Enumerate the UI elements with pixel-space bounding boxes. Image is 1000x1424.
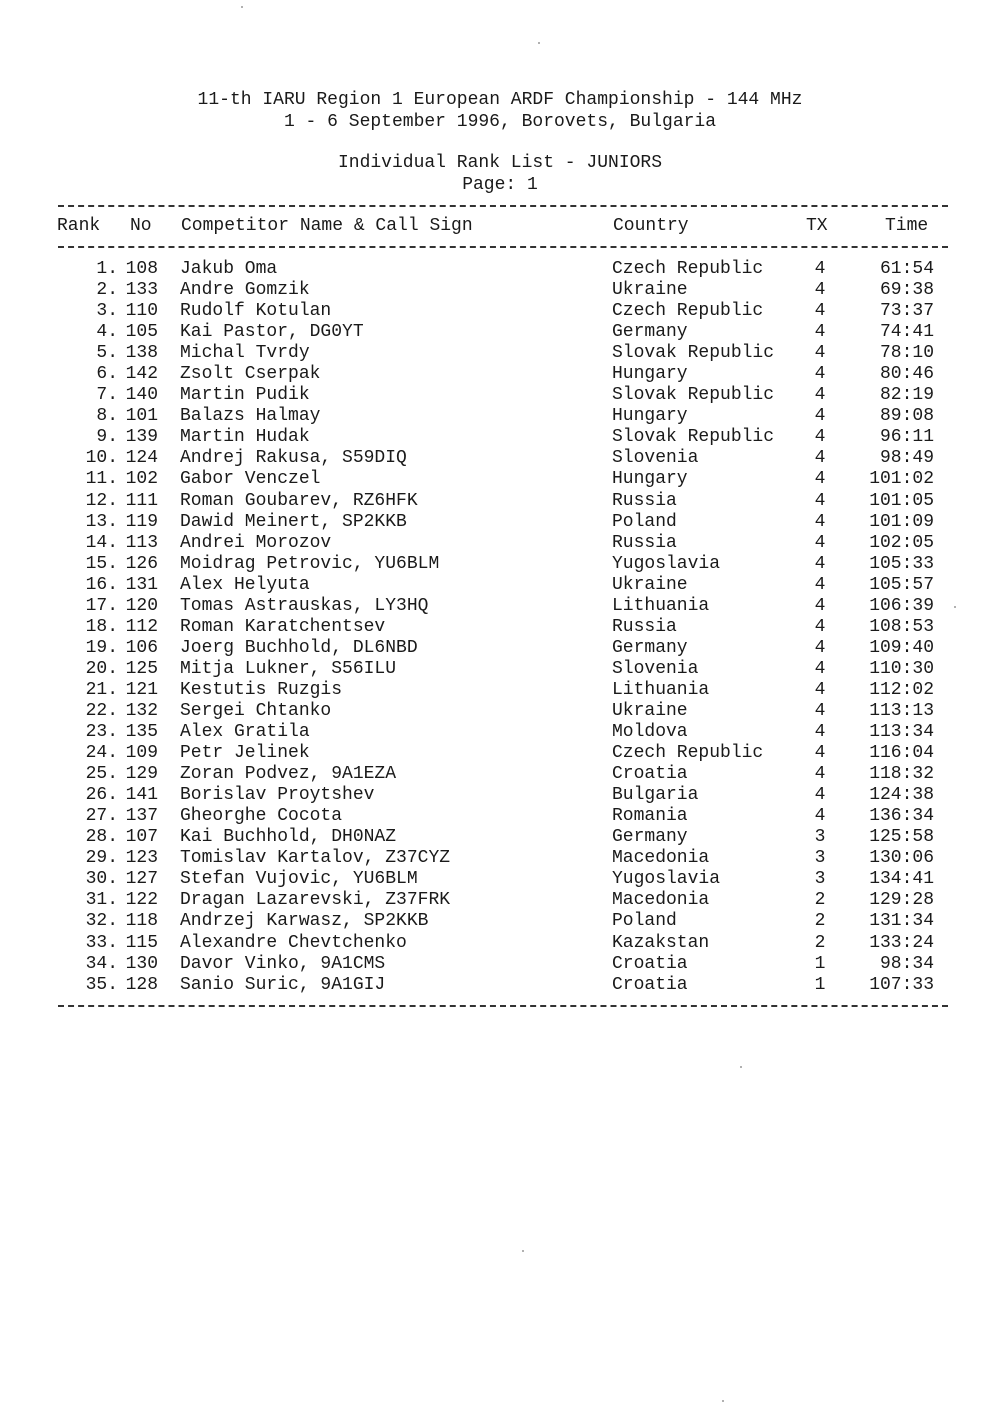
table-row (0, 575, 1000, 596)
cell-tx: 4 (814, 595, 826, 616)
cell-rank: 17. (85, 595, 118, 616)
cell-country: Bulgaria (612, 785, 699, 806)
cell-name: Joerg Buchhold, DL6NBD (180, 637, 418, 658)
document-title: 11-th IARU Region 1 European ARDF Championship - 144 MHz (197, 90, 803, 110)
cell-name: Dawid Meinert, SP2KKB (180, 511, 407, 532)
results-table (0, 259, 1000, 996)
cell-time: 96:11 (879, 427, 934, 448)
cell-no: 123 (125, 848, 158, 869)
cell-time: 112:02 (869, 679, 934, 700)
cell-country: Russia (612, 490, 677, 511)
table-row (0, 322, 1000, 343)
cell-country: Lithuania (612, 595, 710, 616)
cell-time: 101:02 (869, 469, 934, 490)
cell-time: 101:09 (869, 511, 934, 532)
cell-name: Sergei Chtanko (180, 700, 332, 721)
cell-no: 130 (125, 953, 158, 974)
cell-name: Andrei Morozov (180, 532, 332, 553)
cell-no: 121 (125, 679, 158, 700)
cell-time: 78:10 (879, 343, 934, 364)
column-header-rank: Rank (57, 216, 101, 236)
cell-tx: 4 (814, 469, 826, 490)
cell-time: 102:05 (869, 532, 934, 553)
cell-tx: 4 (814, 301, 826, 322)
table-row (0, 343, 1000, 364)
table-row (0, 933, 1000, 954)
cell-tx: 4 (814, 406, 826, 427)
cell-rank: 29. (85, 848, 118, 869)
cell-country: Slovak Republic (612, 385, 775, 406)
cell-name: Roman Goubarev, RZ6HFK (180, 490, 418, 511)
cell-time: 105:57 (869, 574, 934, 595)
cell-time: 124:38 (869, 785, 934, 806)
cell-time: 73:37 (879, 301, 934, 322)
table-row (0, 701, 1000, 722)
cell-no: 112 (125, 616, 158, 637)
cell-no: 109 (125, 743, 158, 764)
cell-time: 113:34 (869, 722, 934, 743)
table-row (0, 554, 1000, 575)
cell-rank: 21. (85, 679, 118, 700)
cell-country: Yugoslavia (612, 553, 721, 574)
cell-rank: 15. (85, 553, 118, 574)
cell-rank: 9. (96, 427, 118, 448)
cell-rank: 30. (85, 869, 118, 890)
cell-tx: 4 (814, 553, 826, 574)
cell-no: 125 (125, 658, 158, 679)
table-row (0, 617, 1000, 638)
cell-country: Macedonia (612, 890, 710, 911)
cell-tx: 4 (814, 532, 826, 553)
cell-time: 98:49 (879, 448, 934, 469)
cell-name: Kestutis Ruzgis (180, 679, 343, 700)
cell-country: Ukraine (612, 574, 688, 595)
cell-tx: 1 (814, 974, 826, 995)
cell-tx: 4 (814, 743, 826, 764)
table-row (0, 259, 1000, 280)
cell-rank: 13. (85, 511, 118, 532)
cell-time: 130:06 (869, 848, 934, 869)
cell-name: Alex Gratila (180, 722, 310, 743)
cell-time: 69:38 (879, 280, 934, 301)
cell-tx: 4 (814, 280, 826, 301)
table-row (0, 954, 1000, 975)
cell-name: Borislav Proytshev (180, 785, 375, 806)
cell-rank: 19. (85, 637, 118, 658)
table-row (0, 869, 1000, 890)
table-row (0, 448, 1000, 469)
page-number: Page: 1 (462, 175, 538, 195)
cell-country: Romania (612, 806, 688, 827)
cell-tx: 4 (814, 785, 826, 806)
scan-speck (538, 42, 540, 44)
cell-rank: 27. (85, 806, 118, 827)
table-row (0, 491, 1000, 512)
cell-name: Sanio Suric, 9A1GIJ (180, 974, 386, 995)
cell-name: Moidrag Petrovic, YU6BLM (180, 553, 440, 574)
cell-name: Kai Pastor, DG0YT (180, 322, 364, 343)
cell-rank: 35. (85, 974, 118, 995)
document-subtitle: 1 - 6 September 1996, Borovets, Bulgaria (283, 112, 717, 132)
cell-tx: 4 (814, 322, 826, 343)
cell-no: 122 (125, 890, 158, 911)
column-header-time: Time (885, 216, 929, 236)
cell-tx: 2 (814, 890, 826, 911)
cell-country: Hungary (612, 364, 688, 385)
header-divider (58, 246, 948, 248)
cell-time: 134:41 (869, 869, 934, 890)
cell-time: 113:13 (869, 700, 934, 721)
cell-tx: 2 (814, 932, 826, 953)
cell-country: Hungary (612, 469, 688, 490)
cell-rank: 18. (85, 616, 118, 637)
cell-country: Kazakstan (612, 932, 710, 953)
cell-tx: 3 (814, 848, 826, 869)
table-row (0, 385, 1000, 406)
cell-time: 89:08 (879, 406, 934, 427)
cell-no: 113 (125, 532, 158, 553)
cell-no: 139 (125, 427, 158, 448)
cell-name: Gabor Venczel (180, 469, 321, 490)
table-row (0, 533, 1000, 554)
cell-time: 125:58 (869, 827, 934, 848)
cell-tx: 3 (814, 827, 826, 848)
cell-rank: 33. (85, 932, 118, 953)
cell-tx: 4 (814, 658, 826, 679)
cell-no: 126 (125, 553, 158, 574)
table-row (0, 743, 1000, 764)
cell-time: 118:32 (869, 764, 934, 785)
table-row (0, 469, 1000, 490)
cell-no: 127 (125, 869, 158, 890)
cell-rank: 11. (85, 469, 118, 490)
cell-country: Ukraine (612, 280, 688, 301)
cell-no: 141 (125, 785, 158, 806)
cell-rank: 22. (85, 700, 118, 721)
cell-country: Croatia (612, 953, 688, 974)
cell-tx: 4 (814, 679, 826, 700)
cell-rank: 12. (85, 490, 118, 511)
cell-time: 61:54 (879, 259, 934, 279)
cell-country: Russia (612, 616, 677, 637)
cell-country: Poland (612, 511, 677, 532)
cell-country: Hungary (612, 406, 688, 427)
cell-name: Andrzej Karwasz, SP2KKB (180, 911, 429, 932)
cell-country: Czech Republic (612, 301, 764, 322)
cell-time: 129:28 (869, 890, 934, 911)
cell-rank: 16. (85, 574, 118, 595)
cell-no: 138 (125, 343, 158, 364)
table-row (0, 659, 1000, 680)
cell-tx: 4 (814, 806, 826, 827)
scan-speck (241, 6, 243, 8)
cell-time: 106:39 (869, 595, 934, 616)
cell-tx: 4 (814, 385, 826, 406)
cell-no: 124 (125, 448, 158, 469)
cell-country: Czech Republic (612, 743, 764, 764)
cell-name: Alexandre Chevtchenko (180, 932, 407, 953)
cell-name: Mitja Lukner, S56ILU (180, 658, 397, 679)
cell-rank: 7. (96, 385, 118, 406)
cell-no: 111 (125, 490, 158, 511)
cell-name: Andre Gomzik (180, 280, 310, 301)
cell-no: 128 (125, 974, 158, 995)
cell-tx: 4 (814, 343, 826, 364)
cell-name: Tomislav Kartalov, Z37CYZ (180, 848, 451, 869)
cell-name: Alex Helyuta (180, 574, 310, 595)
cell-rank: 31. (85, 890, 118, 911)
cell-country: Slovenia (612, 658, 699, 679)
cell-country: Russia (612, 532, 677, 553)
cell-no: 105 (125, 322, 158, 343)
table-row (0, 364, 1000, 385)
cell-rank: 26. (85, 785, 118, 806)
cell-country: Croatia (612, 764, 688, 785)
cell-time: 105:33 (869, 553, 934, 574)
cell-rank: 2. (96, 280, 118, 301)
cell-no: 119 (125, 511, 158, 532)
cell-time: 80:46 (879, 364, 934, 385)
table-row (0, 911, 1000, 932)
cell-name: Martin Pudik (180, 385, 310, 406)
cell-time: 82:19 (879, 385, 934, 406)
cell-name: Kai Buchhold, DH0NAZ (180, 827, 397, 848)
table-row (0, 638, 1000, 659)
cell-country: Czech Republic (612, 259, 764, 279)
cell-time: 136:34 (869, 806, 934, 827)
scan-speck (740, 1066, 742, 1068)
scan-speck (522, 1250, 524, 1252)
cell-rank: 34. (85, 953, 118, 974)
table-row (0, 301, 1000, 322)
cell-rank: 4. (96, 322, 118, 343)
cell-rank: 23. (85, 722, 118, 743)
column-header-tx: TX (806, 216, 828, 236)
cell-tx: 4 (814, 364, 826, 385)
top-divider (58, 205, 948, 207)
table-row (0, 680, 1000, 701)
cell-no: 102 (125, 469, 158, 490)
cell-no: 132 (125, 700, 158, 721)
cell-name: Michal Tvrdy (180, 343, 310, 364)
cell-rank: 5. (96, 343, 118, 364)
cell-no: 107 (125, 827, 158, 848)
cell-no: 108 (125, 259, 158, 279)
cell-no: 101 (125, 406, 158, 427)
cell-rank: 1. (96, 259, 118, 279)
column-header-name: Competitor Name & Call Sign (181, 216, 473, 236)
cell-country: Slovenia (612, 448, 699, 469)
table-row (0, 512, 1000, 533)
cell-time: 98:34 (879, 953, 934, 974)
cell-no: 131 (125, 574, 158, 595)
cell-country: Slovak Republic (612, 427, 775, 448)
cell-time: 110:30 (869, 658, 934, 679)
cell-no: 142 (125, 364, 158, 385)
cell-time: 107:33 (869, 974, 934, 995)
cell-country: Yugoslavia (612, 869, 721, 890)
bottom-divider (58, 1005, 948, 1007)
cell-country: Moldova (612, 722, 688, 743)
cell-no: 129 (125, 764, 158, 785)
cell-tx: 4 (814, 700, 826, 721)
cell-time: 109:40 (869, 637, 934, 658)
cell-no: 106 (125, 637, 158, 658)
cell-no: 135 (125, 722, 158, 743)
cell-rank: 28. (85, 827, 118, 848)
cell-name: Dragan Lazarevski, Z37FRK (180, 890, 451, 911)
cell-name: Zsolt Cserpak (180, 364, 321, 385)
cell-no: 137 (125, 806, 158, 827)
table-row (0, 280, 1000, 301)
cell-tx: 4 (814, 490, 826, 511)
column-header-country: Country (613, 216, 689, 236)
cell-time: 101:05 (869, 490, 934, 511)
cell-name: Gheorghe Cocota (180, 806, 343, 827)
cell-time: 133:24 (869, 932, 934, 953)
table-row (0, 806, 1000, 827)
cell-country: Lithuania (612, 679, 710, 700)
cell-name: Martin Hudak (180, 427, 310, 448)
cell-name: Tomas Astrauskas, LY3HQ (180, 595, 429, 616)
cell-name: Balazs Halmay (180, 406, 321, 427)
scan-speck (722, 1400, 724, 1402)
cell-time: 131:34 (869, 911, 934, 932)
cell-rank: 14. (85, 532, 118, 553)
list-title: Individual Rank List - JUNIORS (337, 153, 663, 173)
cell-rank: 32. (85, 911, 118, 932)
cell-country: Macedonia (612, 848, 710, 869)
cell-time: 108:53 (869, 616, 934, 637)
table-row (0, 596, 1000, 617)
cell-tx: 4 (814, 511, 826, 532)
cell-rank: 24. (85, 743, 118, 764)
cell-tx: 3 (814, 869, 826, 890)
column-header-no: No (130, 216, 152, 236)
table-row (0, 722, 1000, 743)
cell-tx: 4 (814, 722, 826, 743)
cell-name: Roman Karatchentsev (180, 616, 386, 637)
cell-country: Germany (612, 322, 688, 343)
cell-name: Petr Jelinek (180, 743, 310, 764)
cell-country: Ukraine (612, 700, 688, 721)
cell-tx: 4 (814, 764, 826, 785)
scan-speck (954, 606, 956, 608)
table-row (0, 427, 1000, 448)
cell-rank: 25. (85, 764, 118, 785)
table-row (0, 764, 1000, 785)
cell-time: 74:41 (879, 322, 934, 343)
cell-tx: 4 (814, 259, 826, 279)
table-row (0, 785, 1000, 806)
table-row (0, 890, 1000, 911)
cell-name: Rudolf Kotulan (180, 301, 332, 322)
cell-tx: 4 (814, 616, 826, 637)
cell-country: Croatia (612, 974, 688, 995)
cell-country: Germany (612, 637, 688, 658)
cell-name: Stefan Vujovic, YU6BLM (180, 869, 418, 890)
cell-no: 133 (125, 280, 158, 301)
table-row (0, 848, 1000, 869)
table-row (0, 975, 1000, 996)
cell-tx: 4 (814, 427, 826, 448)
cell-rank: 20. (85, 658, 118, 679)
cell-name: Andrej Rakusa, S59DIQ (180, 448, 407, 469)
cell-country: Slovak Republic (612, 343, 775, 364)
cell-rank: 10. (85, 448, 118, 469)
cell-no: 120 (125, 595, 158, 616)
cell-tx: 1 (814, 953, 826, 974)
table-row (0, 406, 1000, 427)
cell-time: 116:04 (869, 743, 934, 764)
cell-tx: 4 (814, 574, 826, 595)
cell-name: Davor Vinko, 9A1CMS (180, 953, 386, 974)
cell-tx: 2 (814, 911, 826, 932)
cell-rank: 3. (96, 301, 118, 322)
cell-no: 115 (125, 932, 158, 953)
cell-tx: 4 (814, 448, 826, 469)
cell-no: 140 (125, 385, 158, 406)
cell-rank: 6. (96, 364, 118, 385)
cell-tx: 4 (814, 637, 826, 658)
cell-no: 110 (125, 301, 158, 322)
cell-name: Zoran Podvez, 9A1EZA (180, 764, 397, 785)
cell-country: Poland (612, 911, 677, 932)
table-row (0, 827, 1000, 848)
cell-no: 118 (125, 911, 158, 932)
cell-rank: 8. (96, 406, 118, 427)
cell-country: Germany (612, 827, 688, 848)
cell-name: Jakub Oma (180, 259, 278, 279)
